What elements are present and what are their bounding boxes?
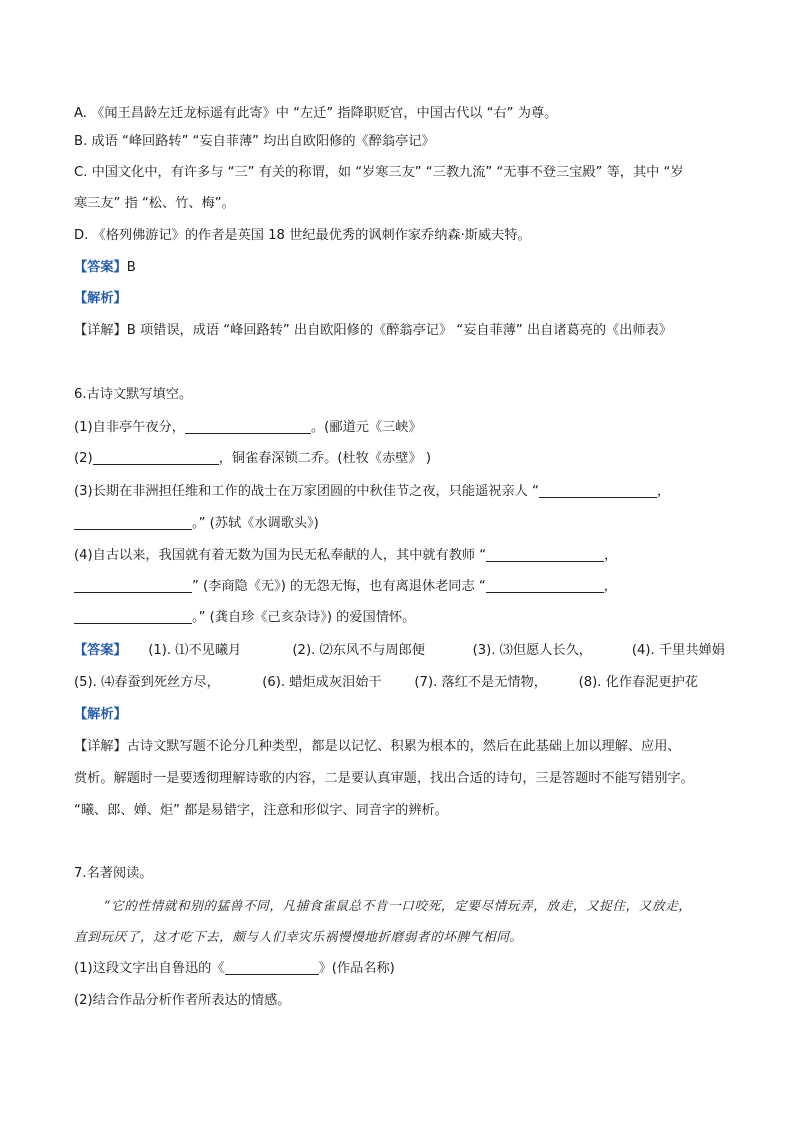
fill-blank — [74, 578, 192, 593]
fill-blank — [539, 483, 657, 498]
q5-detail — [74, 321, 672, 341]
q7-item1-post: 》(作品名称) — [318, 961, 395, 976]
q6-item3-text: (3)长期在非洲担任维和工作的战士在万家团圆的中秋佳节之夜，只能遥祝亲人 “ — [74, 484, 539, 499]
answer-item: (5). ⑷春蚕到死丝方尽， — [74, 675, 220, 690]
answer-item: (6). 蜡炬成灰泪始干 — [262, 675, 382, 690]
q7-title: 7.名著阅读。 — [74, 866, 153, 881]
q6-item4-end: 。” (龚自珍《己亥杂诗》) 的爱国情怀。 — [192, 610, 416, 625]
q7-quote-line2: 直到玩厌了，这才吃下去，颇与人们幸灾乐祸慢慢地折磨弱者的坏脾气相同。 — [74, 929, 523, 944]
q5-analysis-tag — [74, 289, 127, 309]
analysis-tag: 【解析】 — [74, 291, 127, 306]
q6-item4-line1: (4)自古以来，我国就有着无数为国为民无私奉献的人，其中就有教师 “ ， — [74, 548, 618, 563]
option-c-line1: C. 中国文化中，有许多与 “三” 有关的称谓，如 “岁寒三友” “三教九流” “无事不登三宝殿” 等，其中 “岁 — [74, 165, 684, 180]
answer-item: (7). 落红不是无情物， — [414, 675, 547, 690]
q6-item4-line3 — [74, 608, 415, 628]
q7-quote-line1: “它的性情就和别的猛兽不同，凡捕食雀鼠总不肯一口咬死，定要尽情玩弄，放走，又捉住，又放走， — [104, 898, 692, 913]
q6-detail-line3: “曦、郎、婵、炬” 都是易错字，注意和形似字、同音字的辨析。 — [74, 803, 448, 818]
q6-item1-post: 。(郦道元《三峡》 — [311, 420, 422, 435]
q6-item2-post: ，铜雀春深锁二乔。(杜牧《赤壁》 ) — [218, 451, 431, 466]
q6-item1-pre: (1)自非亭午夜分， — [74, 420, 185, 435]
detail-tag: 【详解】 — [74, 739, 127, 754]
q6-item4-text: (4)自古以来，我国就有着无数为国为民无私奉献的人，其中就有教师 “ — [74, 548, 487, 563]
q6-item1 — [74, 418, 422, 438]
answer-tag: 【答案】 — [74, 643, 127, 658]
analysis-tag: 【解析】 — [74, 707, 127, 722]
answer-value: B — [126, 260, 136, 275]
q6-item4-mid: ” (李商隐《无》) 的无怨无悔，也有离退休老同志 “ — [192, 579, 486, 594]
q7-item1-pre: (1)这段文字出自鲁迅的《 — [74, 961, 225, 976]
q6-item3-line2 — [74, 514, 319, 534]
option-c-line2: 寒三友” 指 “松、竹、梅”。 — [74, 196, 235, 211]
fill-blank — [93, 450, 219, 465]
answer-item: (2). ⑵东风不与周郎便 — [292, 643, 425, 658]
option-d: D. 《格列佛游记》的作者是英国 18 世纪最优秀的讽刺作家乔纳森·斯威夫特。 — [74, 228, 531, 243]
q6-item2-pre: (2) — [74, 451, 93, 466]
q6-title: 6.古诗文默写填空。 — [74, 387, 193, 402]
answer-item: (8). 化作春泥更护花 — [578, 675, 698, 690]
q7-item2: (2)结合作品分析作者所表达的情感。 — [74, 993, 291, 1008]
fill-blank — [486, 578, 604, 593]
q6-detail-line1 — [74, 737, 681, 757]
q6-item2 — [74, 449, 431, 469]
q6-detail-line2: 赏析。解题时一是要透彻理解诗歌的内容，二是要认真审题，找出合适的诗句，三是答题时不能写错别字。 — [74, 771, 694, 786]
fill-blank — [74, 515, 192, 530]
option-a: A. 《闻王昌龄左迁龙标遥有此寄》中 “左迁” 指降职贬官，中国古代以 “右” 为尊。 — [74, 106, 558, 121]
q7-item1 — [74, 959, 395, 979]
q6-item3-end: 。” (苏轼《水调歌头》) — [192, 516, 319, 531]
fill-blank — [225, 960, 319, 975]
q6-item3-line1: (3)长期在非洲担任维和工作的战士在万家团圆的中秋佳节之夜，只能遥祝亲人 “ ， — [74, 484, 671, 499]
q6-answers-row1 — [74, 641, 725, 661]
answer-item: (1). ⑴不见曦月 — [148, 643, 242, 658]
q5-answer — [74, 258, 136, 278]
detail-tag: 【详解】 — [74, 323, 127, 338]
answer-item: (3). ⑶但愿人长久， — [472, 643, 592, 658]
answer-item: (4). 千里共婵娟 — [631, 643, 725, 658]
q6-item4-line2: ” (李商隐《无》) 的无怨无悔，也有离退休老同志 “ ， — [74, 577, 617, 597]
fill-blank — [185, 419, 311, 434]
detail-text: B 项错误，成语 “峰回路转” 出自欧阳修的《醉翁亭记》 “妄自菲薄” 出自诸葛亮的《出师表》 — [126, 323, 673, 338]
option-b: B. 成语 “峰回路转” “妄自菲薄” 均出自欧阳修的《醉翁亭记》 — [74, 134, 435, 149]
fill-blank — [486, 547, 604, 562]
fill-blank — [74, 609, 192, 624]
q6-analysis-tag — [74, 705, 127, 725]
q6-answers-row2 — [74, 673, 698, 693]
detail-text: 古诗文默写题不论分几种类型，都是以记忆、积累为根本的，然后在此基础上加以理解、应用、 — [126, 739, 681, 754]
answer-tag: 【答案】 — [74, 260, 127, 275]
